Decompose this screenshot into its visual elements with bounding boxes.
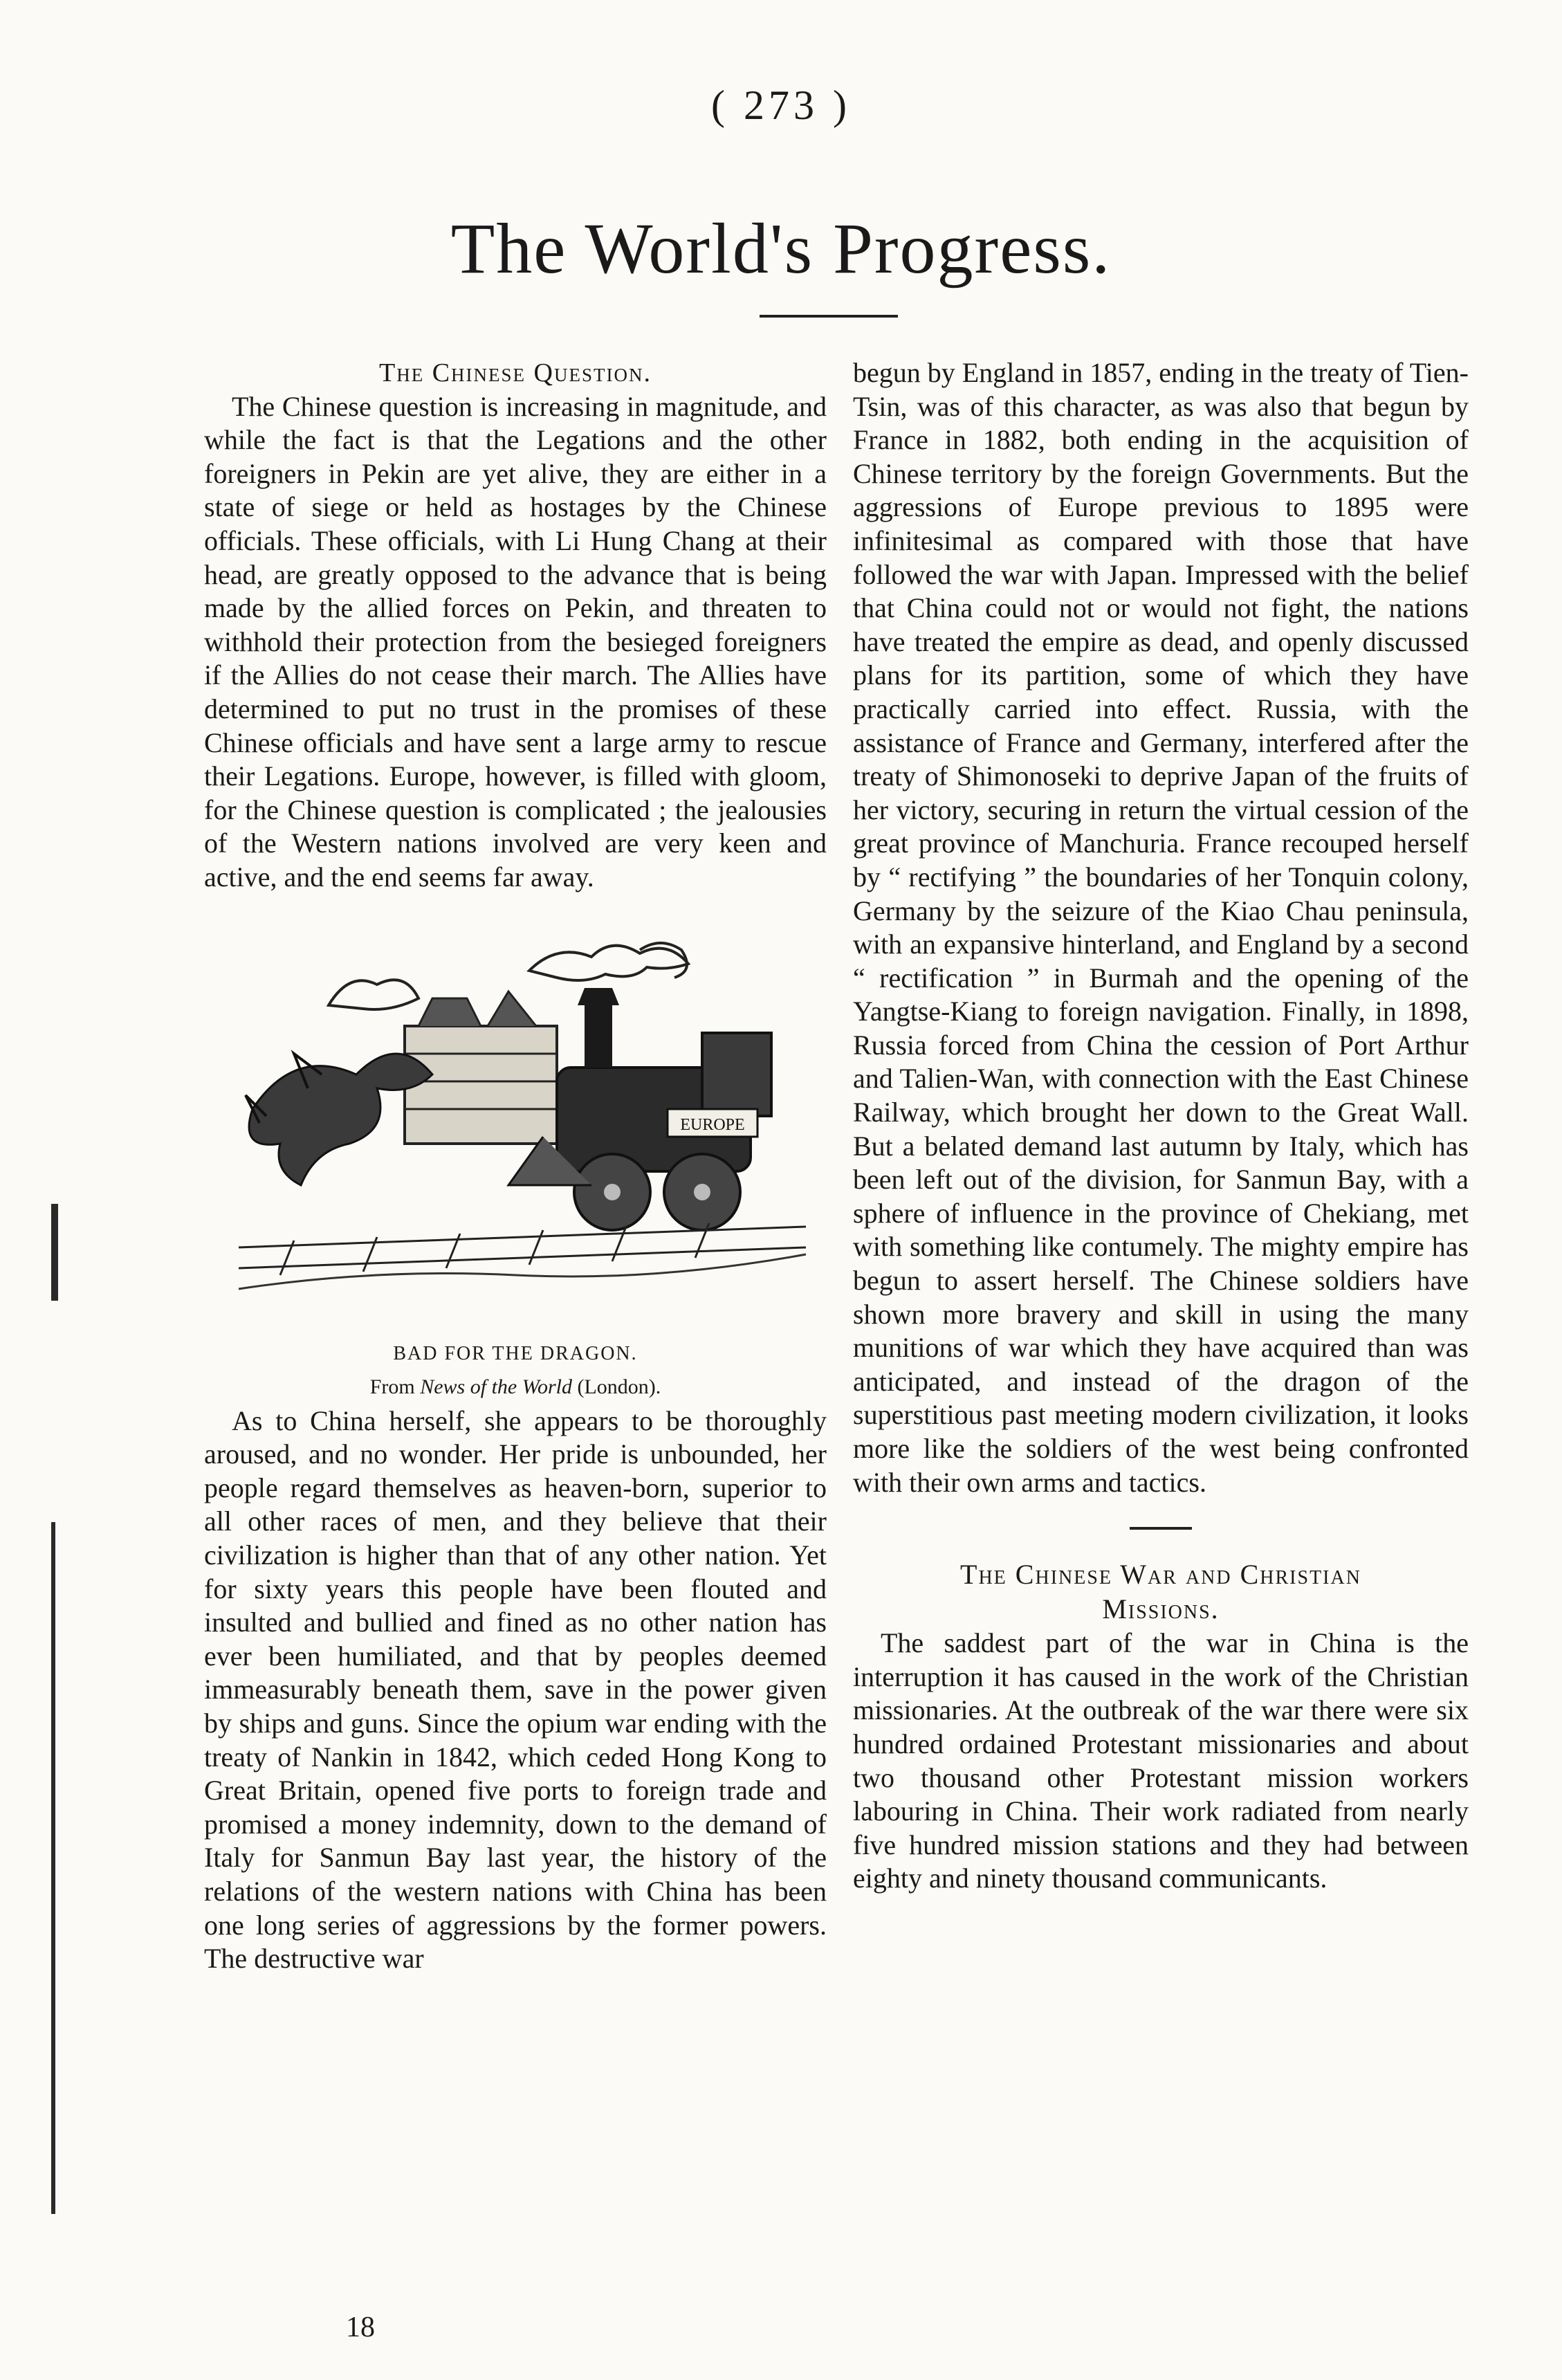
engine-sign: EUROPE <box>680 1115 745 1134</box>
right-column <box>853 356 1469 1896</box>
cartoon-source-title: News of the World <box>420 1375 572 1399</box>
paragraph-continued-aggressions: begun by England in 1857, ending in the treaty of Tien-Tsin, was of this character, as was also that begun by France in 1882, both ending in the acquisition of Chinese territory by the foreign Governments. But the aggressions of Europe previous to 1895 were infinitesimal as compared with those that have followed the war with Japan. Impressed with the belief that China could not or would not fight, the nations have treated the empire as dead, and openly discussed plans for its partition, some of which they have practically carried into effect. Russia, with the assistance of France and Germany, interfered after the treaty of Shimonoseki to deprive Japan of the fruits of her victory, securing in return the virtual cession of the great province of Manchuria. France recouped herself by “ rectifying ” the boundaries of her Tonquin colony, Germany by the seizure of the Kiao Chau peninsula, with an expansive hinterland, and England by a second “ rectification ” in Burmah and the opening of the Yangtse-Kiang to foreign navigation. Finally, in 1898, Russia forced from China the cession of Port Arthur and Talien-Wan, with connection with the East Chinese Railway, which brought her down to the Great Wall. But a belated demand last autumn by Italy, which has been left out of the division, for Sanmun Bay, with a sphere of influence in the province of Chekiang, met with something like contumely. The mighty empire has begun to assert herself. The Chinese soldiers have shown more bravery and skill in using the many munitions of war which they have acquired than was anticipated, and instead of the dragon of the superstitious past meeting modern civilization, it looks more like the soldiers of the west being confronted with their own arms and tactics. <box>853 357 1469 1498</box>
cartoon-source <box>204 1371 827 1404</box>
section-title-chinese-question: The Chinese Question. <box>379 358 652 387</box>
signature-folio: 18 <box>346 2312 375 2343</box>
cartoon-caption: BAD FOR THE DRAGON. <box>393 1342 638 1364</box>
title-divider <box>760 315 898 318</box>
binding-edge-mark <box>51 1204 58 1301</box>
paragraph-chinese-question: The Chinese question is increasing in magnitude, and while the fact is that the Legations and the other foreigners in Pekin are yet alive, they are either in a state of siege or held as hostages by the Chinese officials. These officials, with Li Hung Chang at their head, are greatly opposed to the advance that is being made by the allied forces on Pekin, and threaten to withhold their protection from the besieged foreigners if the Allies do not cease their march. The Allies have determined to put no trust in the promises of these Chinese officials and have sent a large army to rescue their Legations. Europe, however, is filled with gloom, for the Chinese question is complicated ; the jealousies of the Western nations involved are very keen and active, and the end seems far away. <box>204 390 827 892</box>
page-title: The World's Progress. <box>450 209 1112 289</box>
paragraph-china-herself: As to China herself, she appears to be thoroughly aroused, and no wonder. Her pride is unbounded, her people regard themselves as heaven-born, superior to all other races of men, and they believe that their civilization is higher than that of any other nation. Yet for sixty years this people have been flouted and insulted and bullied and fined as no other nation has ever been humiliated, and that by peoples deemed immeasurably beneath them, save in the power given by ships and guns. Since the opium war ending with the treaty of Nankin in 1842, which ceded Hong Kong to Great Britain, opened five ports to foreign trade and promised a money indemnity, down to the demand of Italy for Sanmun Bay last year, the history of the relations of the western nations with China has been one long series of aggressions by the former powers. The destructive war <box>204 1404 827 1975</box>
section-title-line-2: Missions. <box>1102 1593 1220 1625</box>
section-title-line-1: The Chinese War and Christian <box>960 1559 1361 1591</box>
left-column <box>204 356 827 1976</box>
paragraph-missions: The saddest part of the war in China is the interruption it has caused in the work of the Christian missionaries. At the outbreak of the war there were six hundred ordained Protestant missionaries and about two thousand other Protestant mission workers labouring in China. Their work radiated from nearly five hundred mission stations and they had between eighty and ninety thousand communicants. <box>853 1627 1469 1894</box>
cartoon-source-prefix: From <box>369 1375 421 1399</box>
page-number: ( 273 ) <box>711 82 851 128</box>
cartoon-illustration <box>225 929 820 1310</box>
binding-edge-mark <box>51 1522 55 2214</box>
section-divider <box>1130 1527 1192 1530</box>
cartoon-source-suffix: (London). <box>571 1375 661 1399</box>
section-title-christian-missions <box>853 1557 1469 1627</box>
cartoon-drawing <box>225 929 820 1310</box>
